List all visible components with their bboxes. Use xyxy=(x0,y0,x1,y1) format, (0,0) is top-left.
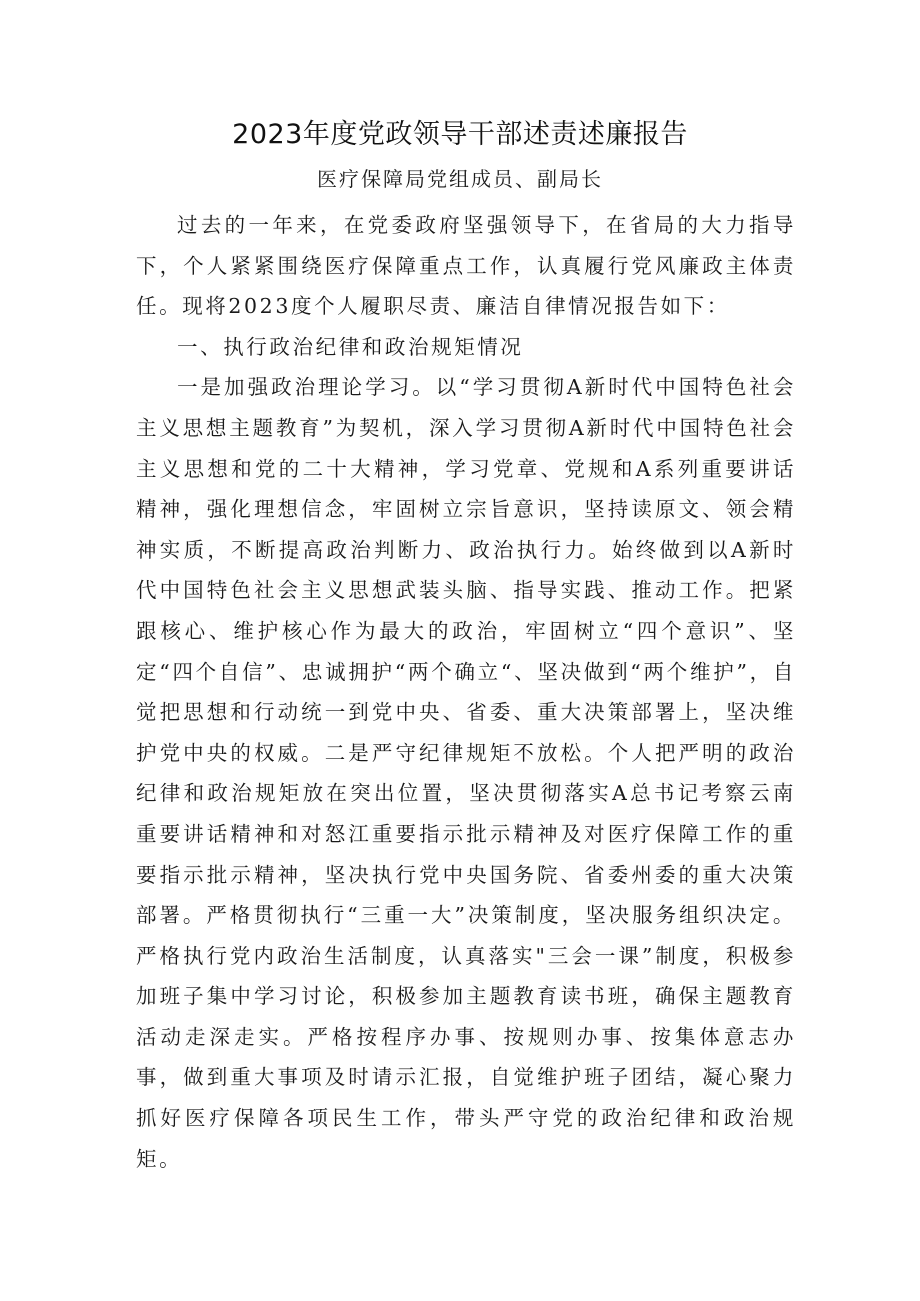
section-paragraph: 一是加强政治理论学习。以“学习贯彻A新时代中国特色社会主义思想主题教育”为契机，深入学习贯彻A新时代中国特色社会主义思想和党的二十大精神，学习党章、党规和A系列重要讲话精神，强化理想信念，牢固树立宗旨意识，坚持读原文、领会精神实质，不断提高政治判断力、政治执行力。始终做到以A新时代中国特色社会主义思想武装头脑、指导实践、推动工作。把紧跟核心、维护核心作为最大的政治，牢固树立“四个意识”、坚定“四个自信”、忠诚拥护“两个确立“、坚决做到“两个维护”，自觉把思想和行动统一到党中央、省委、重大决策部署上，坚决维护党中央的权威。二是严守纪律规矩不放松。个人把严明的政治纪律和政治规矩放在突出位置，坚决贯彻落实A总书记考察云南重要讲话精神和对怒江重要指示批示精神及对医疗保障工作的重要指示批示精神，坚决执行党中央国务院、省委州委的重大决策部署。严格贯彻执行“三重一大”决策制度，坚决服务组织决定。严格执行党内政治生活制度，认真落实"三会一课”制度，积极参加班子集中学习讨论，积极参加主题教育读书班，确保主题教育活动走深走实。严格按程序办事、按规则办事、按集体意志办事，做到重大事项及时请示汇报，自觉维护班子团结，凝心聚力抓好医疗保障各项民生工作，带头严守党的政治纪律和政治规矩。 xyxy=(136,375,796,1171)
document-body xyxy=(136,205,796,1179)
section-heading: 一、执行政治纪律和政治规矩情况 xyxy=(177,334,524,359)
intro-paragraph: 过去的一年来，在党委政府坚强领导下，在省局的大力指导下，个人紧紧围绕医疗保障重点工作，认真履行党风廉政主体责任。现将2023度个人履职尽责、廉洁自律情况报告如下： xyxy=(136,213,796,319)
document-title: 2023年度党政领导干部述责述廉报告 xyxy=(232,119,688,150)
document-subtitle: 医疗保障局党组成员、副局长 xyxy=(317,167,603,191)
